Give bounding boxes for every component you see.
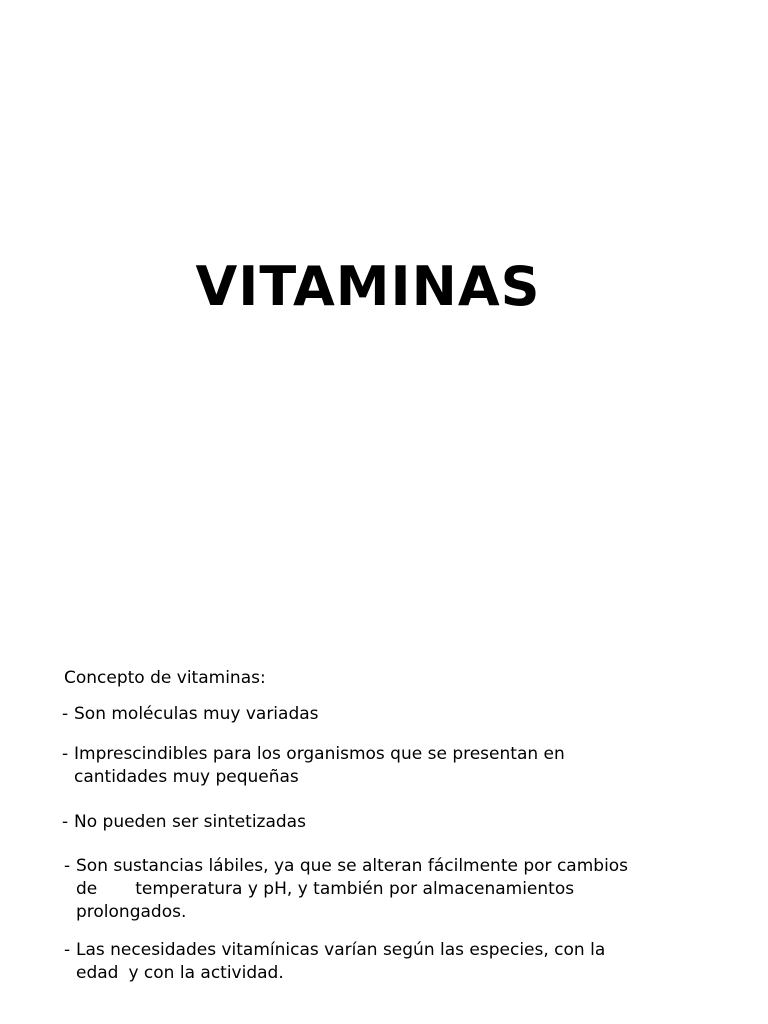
bullet-line (62, 703, 712, 726)
bullet-dash: - (64, 856, 71, 876)
bullet-text: No pueden ser sintetizadas (74, 812, 306, 832)
bullet-text-part: edad (76, 963, 119, 983)
bullet-dash: - (62, 812, 69, 832)
bullet-text-part: y con la actividad. (128, 963, 284, 983)
bullet-item (64, 855, 714, 924)
bullet-line (62, 743, 712, 766)
bullet-continuation (64, 962, 714, 985)
bullet-text: Las necesidades vitamínicas varían según las especies, con la (76, 940, 606, 960)
bullet-item (62, 743, 712, 789)
bullet-text-part: temperatura y pH, y también por almacenamientos (135, 879, 575, 899)
bullet-line (64, 855, 714, 878)
bullet-text-part: de (76, 879, 98, 899)
bullet-line (62, 811, 712, 834)
bullet-dash: - (62, 704, 69, 724)
bullet-text: Son sustancias lábiles, ya que se alteran fácilmente por cambios (76, 856, 629, 876)
bullet-item (64, 939, 714, 985)
concept-heading: Concepto de vitaminas: (64, 668, 266, 688)
bullet-text: Imprescindibles para los organismos que se presentan en (74, 744, 565, 764)
bullet-text: Son moléculas muy variadas (74, 704, 319, 724)
bullet-dash: - (64, 940, 71, 960)
slide-title: VITAMINAS (195, 255, 541, 318)
bullet-line (64, 939, 714, 962)
bullet-continuation: cantidades muy pequeñas (74, 767, 299, 787)
bullet-item (62, 703, 712, 726)
bullet-continuation: prolongados. (76, 902, 187, 922)
bullet-continuation (64, 878, 714, 901)
bullet-item (62, 811, 712, 834)
bullet-dash: - (62, 744, 69, 764)
